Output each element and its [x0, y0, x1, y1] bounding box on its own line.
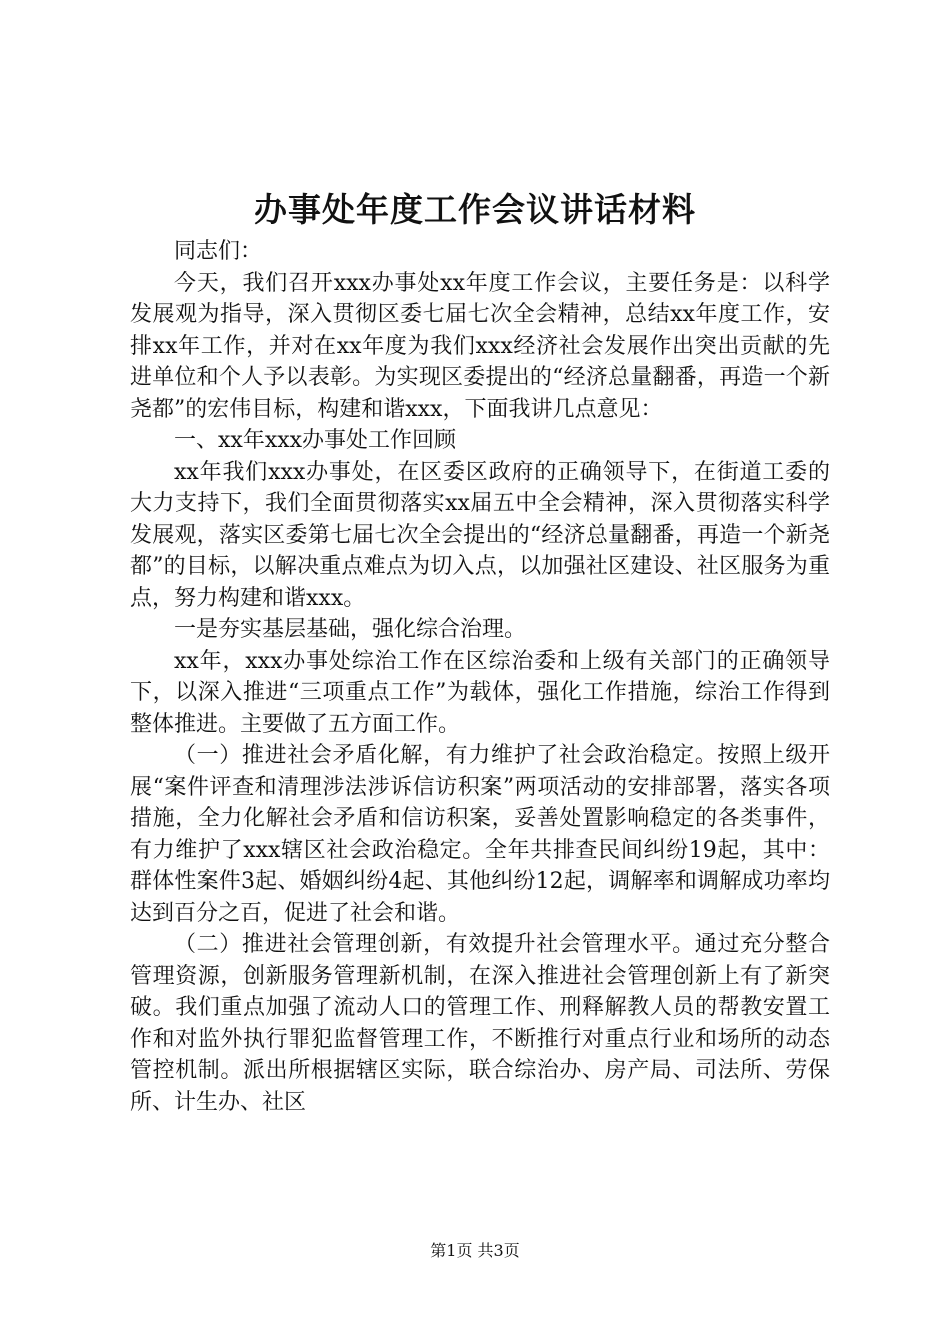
document-body	[130, 236, 830, 1118]
paragraph-review: xx年我们xxx办事处，在区委区政府的正确领导下，在街道工委的大力支持下，我们全面贯彻落实xx届五中全会精神，深入贯彻落实科学发展观，落实区委第七届七次全会提出的“经济总量翻番，再造一个新尧都”的目标，以解决重点难点为切入点，以加强社区建设、社区服务为重点，努力构建和谐xxx。	[130, 459, 830, 611]
page-footer: 第1页 共3页	[430, 1241, 520, 1260]
paragraph-intro: 今天，我们召开xxx办事处xx年度工作会议，主要任务是：以科学发展观为指导，深入贯彻区委七届七次全会精神，总结xx年度工作，安排xx年工作，并对在xx年度为我们xxx经济社会发展作出突出贡献的先进单位和个人予以表彰。为实现区委提出的“经济总量翻番，再造一个新尧都”的宏伟目标，构建和谐xxx，下面我讲几点意见：	[130, 270, 830, 422]
subheading-governance: 一是夯实基层基础，强化综合治理。	[174, 617, 527, 642]
paragraph-salutation: 同志们：	[174, 239, 263, 264]
paragraph-governance: xx年，xxx办事处综治工作在区综治委和上级有关部门的正确领导下，以深入推进“三项重点工作”为载体，强化工作措施，综治工作得到整体推进。主要做了五方面工作。	[130, 648, 830, 737]
document-title: 办事处年度工作会议讲话材料	[254, 190, 696, 229]
section-heading-review: 一、xx年xxx办事处工作回顾	[174, 428, 457, 453]
paragraph-item-two: （二）推进社会管理创新，有效提升社会管理水平。通过充分整合管理资源，创新服务管理新机制，在深入推进社会管理创新上有了新突破。我们重点加强了流动人口的管理工作、刑释解教人员的帮教安置工作和对监外执行罪犯监督管理工作，不断推行对重点行业和场所的动态管控机制。派出所根据辖区实际，联合综治办、房产局、司法所、劳保所、计生办、社区	[130, 932, 830, 1115]
paragraph-item-one: （一）推进社会矛盾化解，有力维护了社会政治稳定。按照上级开展“案件评查和清理涉法涉诉信访积案”两项活动的安排部署，落实各项措施，全力化解社会矛盾和信访积案，妥善处置影响稳定的各类事件，有力维护了xxx辖区社会政治稳定。全年共排查民间纠纷19起，其中：群体性案件3起、婚姻纠纷4起、其他纠纷12起，调解率和调解成功率均达到百分之百，促进了社会和谐。	[130, 743, 830, 926]
